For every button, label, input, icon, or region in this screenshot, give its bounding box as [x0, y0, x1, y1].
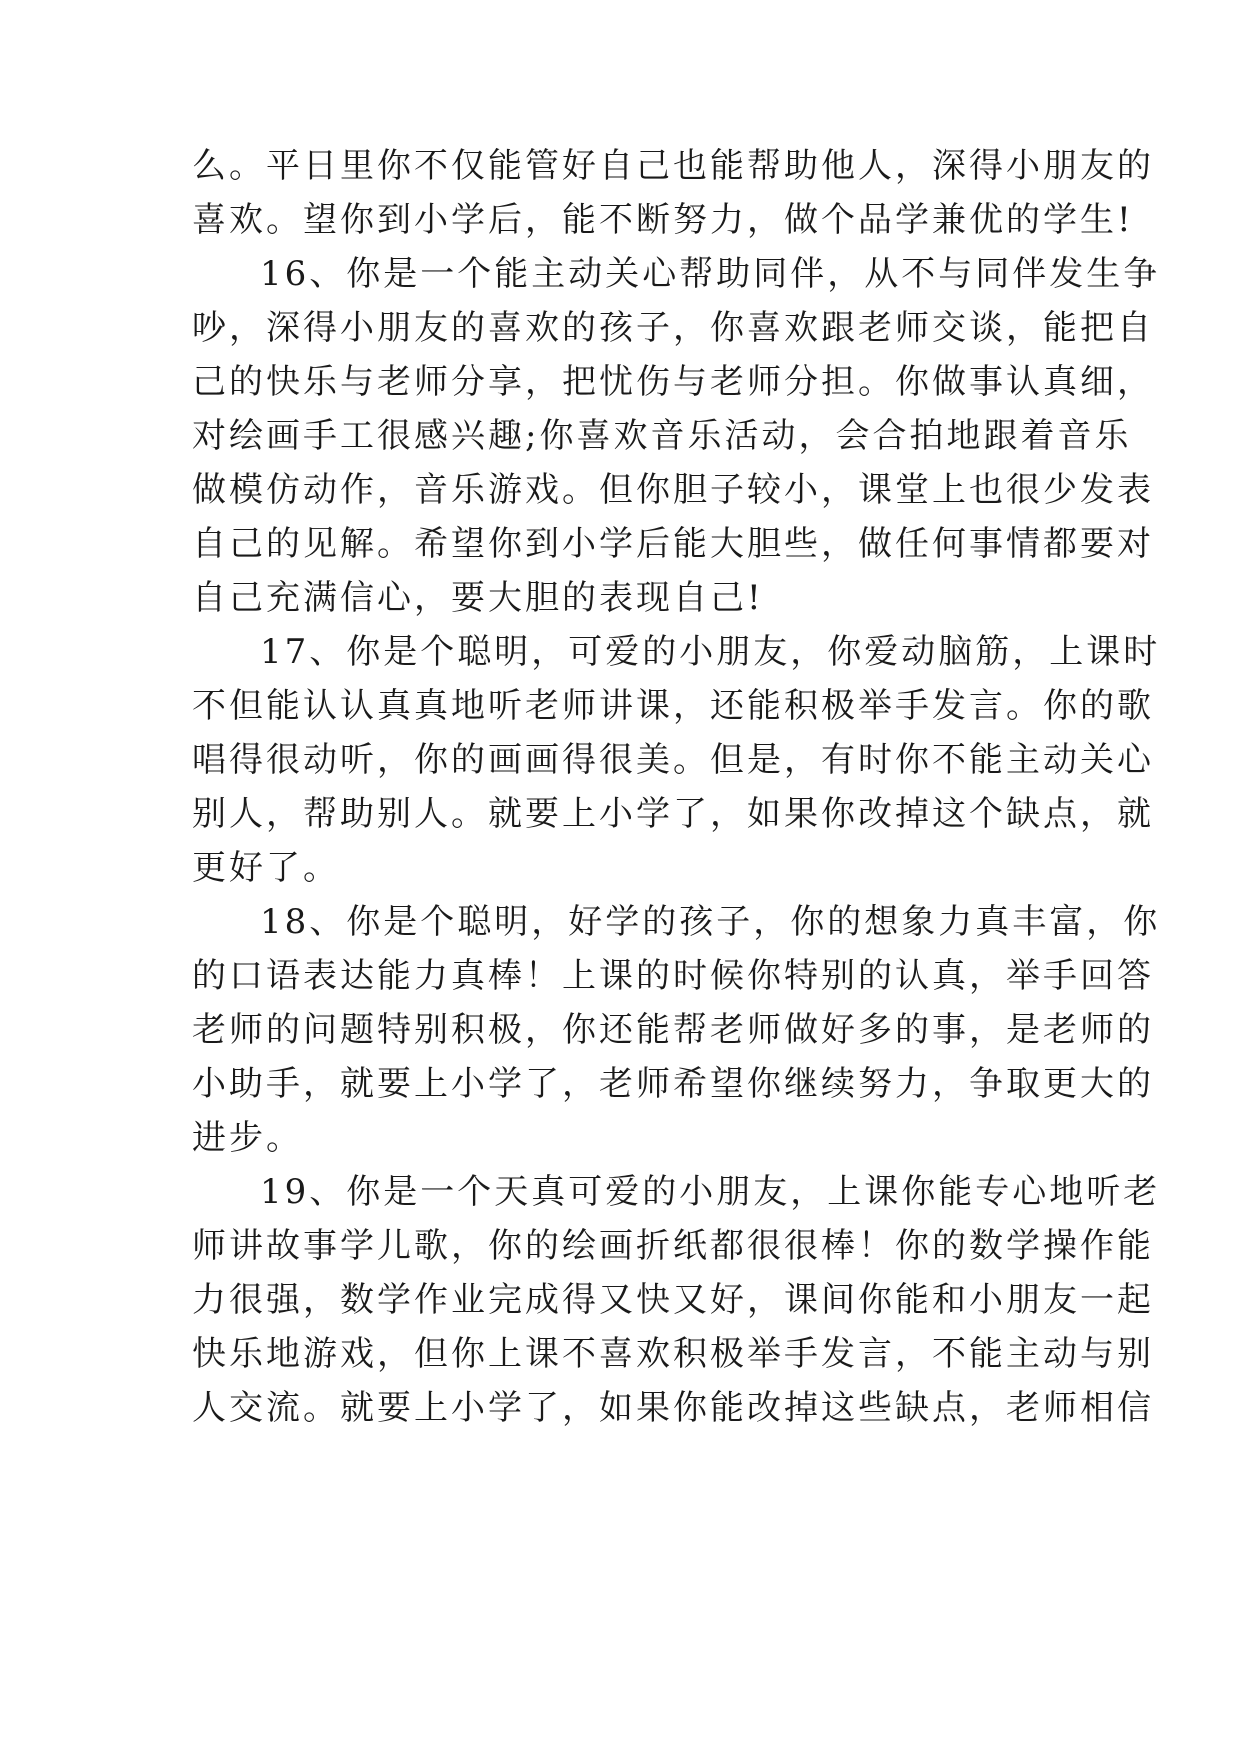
- text-line: 喜欢。望你到小学后，能不断努力，做个品学兼优的学生!: [192, 200, 1134, 240]
- paragraph-18-start: 18、你是个聪明，好学的孩子，你的想象力真丰富，你: [260, 902, 1161, 942]
- text-line: 不但能认认真真地听老师讲课，还能积极举手发言。你的歌: [192, 686, 1154, 726]
- text-line: 快乐地游戏，但你上课不喜欢积极举手发言，不能主动与别: [192, 1334, 1154, 1374]
- text-line: 力很强，数学作业完成得又快又好，课间你能和小朋友一起: [192, 1280, 1154, 1320]
- paragraph-16-start: 16、你是一个能主动关心帮助同伴，从不与同伴发生争: [260, 254, 1161, 294]
- paragraph-19-start: 19、你是一个天真可爱的小朋友，上课你能专心地听老: [260, 1172, 1161, 1212]
- text-line: 人交流。就要上小学了，如果你能改掉这些缺点，老师相信: [192, 1388, 1154, 1428]
- text-line: 对绘画手工很感兴趣;你喜欢音乐活动，会合拍地跟着音乐: [192, 416, 1132, 456]
- text-line: 己的快乐与老师分享，把忧伤与老师分担。你做事认真细，: [192, 362, 1154, 402]
- text-line: 的口语表达能力真棒！上课的时候你特别的认真，举手回答: [192, 956, 1154, 996]
- text-line: 自己充满信心，要大胆的表现自己!: [192, 578, 764, 618]
- text-line: 小助手，就要上小学了，老师希望你继续努力，争取更大的: [192, 1064, 1154, 1104]
- text-line: 师讲故事学儿歌，你的绘画折纸都很很棒！你的数学操作能: [192, 1226, 1154, 1266]
- text-line: 老师的问题特别积极，你还能帮老师做好多的事，是老师的: [192, 1010, 1154, 1050]
- paragraph-17-start: 17、你是个聪明，可爱的小朋友，你爱动脑筋，上课时: [260, 632, 1161, 672]
- text-line: 么。平日里你不仅能管好自己也能帮助他人，深得小朋友的: [192, 146, 1154, 186]
- text-line: 进步。: [192, 1118, 303, 1158]
- text-line: 唱得很动听，你的画画得很美。但是，有时你不能主动关心: [192, 740, 1154, 780]
- text-line: 吵，深得小朋友的喜欢的孩子，你喜欢跟老师交谈，能把自: [192, 308, 1154, 348]
- text-line: 做模仿动作，音乐游戏。但你胆子较小，课堂上也很少发表: [192, 470, 1154, 510]
- text-line: 别人，帮助别人。就要上小学了，如果你改掉这个缺点，就: [192, 794, 1154, 834]
- text-line: 自己的见解。希望你到小学后能大胆些，做任何事情都要对: [192, 524, 1154, 564]
- text-line: 更好了。: [192, 848, 340, 888]
